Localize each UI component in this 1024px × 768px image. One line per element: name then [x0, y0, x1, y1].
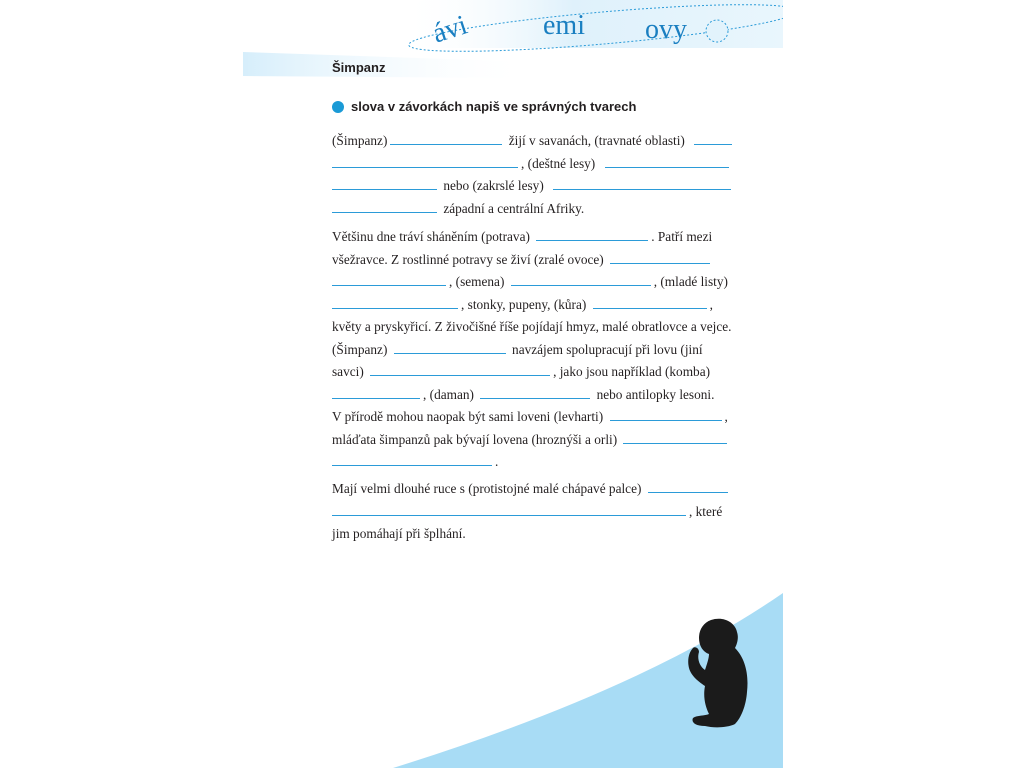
header-fragment-3: ovy	[645, 14, 687, 45]
text-line	[332, 384, 732, 407]
text-line	[332, 175, 732, 198]
chimpanzee-silhouette-icon	[683, 618, 753, 728]
text-span: (Šimpanz)	[332, 133, 388, 148]
text-span: ,	[709, 296, 713, 312]
bullet-icon	[332, 101, 344, 113]
text-span: , stonky, pupeny, (kůra)	[461, 296, 587, 312]
blank-field[interactable]	[648, 478, 728, 493]
text-line	[332, 198, 732, 221]
blank-field[interactable]	[332, 384, 420, 399]
text-span: , jako jsou například (komba)	[553, 364, 711, 379]
header-fragment-2: emi	[543, 10, 585, 41]
text-span: , (daman)	[423, 386, 474, 402]
text-line	[332, 501, 732, 524]
paragraph-3	[332, 478, 732, 546]
text-span: nebo (zakrslé lesy)	[443, 178, 544, 193]
blank-field[interactable]	[623, 429, 727, 444]
text-line	[332, 339, 732, 362]
text-span: jim pomáhají při šplhání.	[332, 526, 466, 541]
text-span: západní a centrální Afriky.	[443, 200, 585, 216]
text-span: , které	[689, 503, 723, 519]
text-span: .	[495, 454, 499, 469]
blank-field[interactable]	[610, 406, 722, 421]
task-text: slova v závorkách napiš ve správných tvarech	[351, 99, 637, 114]
blank-field[interactable]	[480, 384, 590, 399]
blank-field[interactable]	[370, 361, 550, 376]
text-span: všežravce. Z rostlinné potravy se živí (zralé ovoce)	[332, 251, 604, 267]
paragraph-1	[332, 130, 732, 220]
blank-field[interactable]	[593, 294, 707, 309]
text-span: , (semena)	[449, 274, 505, 289]
text-span: savci)	[332, 364, 364, 379]
blank-field[interactable]	[694, 130, 732, 145]
blank-field[interactable]	[332, 198, 437, 213]
blank-field[interactable]	[610, 249, 710, 264]
text-line	[332, 249, 732, 272]
text-line	[332, 523, 732, 546]
blank-field[interactable]	[511, 271, 651, 286]
task-instruction	[332, 99, 636, 114]
blank-field[interactable]	[394, 339, 506, 354]
text-span: Mají velmi dlouhé ruce s (protistojné malé chápavé palce)	[332, 481, 642, 496]
blank-field[interactable]	[536, 226, 648, 241]
text-span: Většinu dne tráví sháněním (potrava)	[332, 229, 530, 244]
text-span: , (mladé listy)	[653, 274, 728, 289]
blank-field[interactable]	[605, 153, 729, 168]
text-line	[332, 271, 732, 294]
text-span: žijí v savanách, (travnaté oblasti)	[508, 133, 685, 148]
blank-field[interactable]	[553, 175, 731, 190]
text-line	[332, 451, 732, 474]
header-fragment-1: ávi	[428, 9, 472, 50]
text-line	[332, 361, 732, 384]
text-line	[332, 316, 732, 339]
blank-field[interactable]	[332, 501, 686, 516]
text-span: , (deštné lesy)	[521, 155, 596, 171]
worksheet-page	[243, 0, 783, 768]
blank-field[interactable]	[332, 451, 492, 466]
text-line	[332, 130, 732, 153]
text-line	[332, 294, 732, 317]
text-line	[332, 226, 732, 249]
section-title: Šimpanz	[332, 60, 386, 75]
blank-field[interactable]	[332, 175, 437, 190]
blank-field[interactable]	[332, 153, 518, 168]
text-line	[332, 478, 732, 501]
text-span: . Patří mezi	[651, 229, 713, 244]
paragraph-2	[332, 226, 732, 474]
blank-field[interactable]	[332, 294, 458, 309]
text-span: mláďata šimpanzů pak bývají lovena (hroznýši a orli)	[332, 431, 618, 447]
text-span: nebo antilopky lesoni.	[596, 386, 715, 402]
text-line	[332, 429, 732, 452]
text-line	[332, 406, 732, 429]
blank-field[interactable]	[332, 271, 446, 286]
text-span: V přírodě mohou naopak být sami loveni (levharti)	[332, 409, 604, 424]
text-span: (Šimpanz)	[332, 341, 388, 357]
text-span: ,	[724, 409, 728, 424]
text-span: navzájem spolupracují při lovu (jiní	[512, 341, 703, 357]
text-span: květy a pryskyřicí. Z živočišné říše pojídají hmyz, malé obratlovce a vejce.	[332, 319, 732, 334]
text-line	[332, 153, 732, 176]
blank-field[interactable]	[390, 130, 502, 145]
